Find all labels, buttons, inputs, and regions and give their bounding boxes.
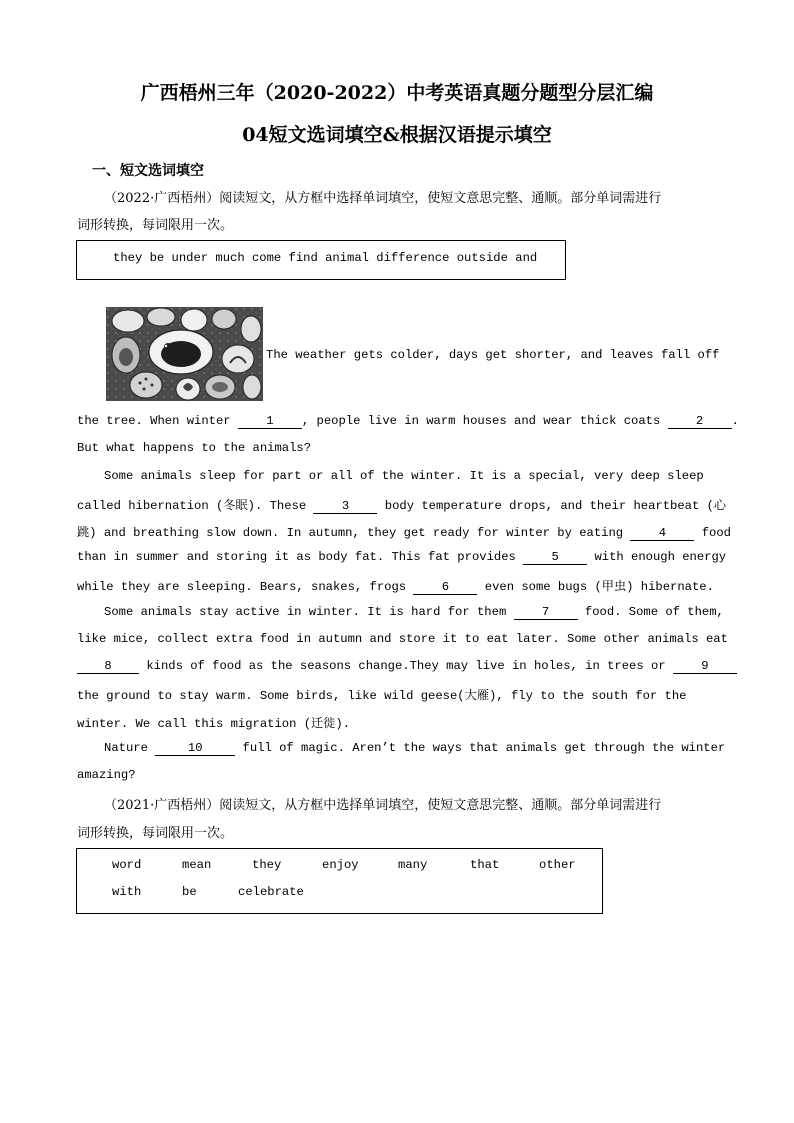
passage-line-6: 跳) and breathing slow down. In autumn, they get ready for winter by eating 4 food — [77, 526, 731, 540]
word-bank-item: word — [112, 858, 142, 872]
blank-3[interactable]: 3 — [313, 500, 377, 514]
blank-7[interactable]: 7 — [514, 606, 578, 620]
word-bank-item: celebrate — [238, 885, 304, 899]
passage-line-3: But what happens to the animals? — [77, 441, 312, 455]
passage-line-5: called hibernation (冬眠). These 3 body temperature drops, and their heartbeat (心 — [77, 499, 727, 513]
q1-instruction-line2: 词形转换，每词限用一次。 — [77, 218, 234, 233]
word-bank-item: mean — [182, 858, 212, 872]
page-title: 广西梧州三年（2020-2022）中考英语真题分题型分层汇编 — [140, 82, 654, 104]
blank-1[interactable]: 1 — [238, 415, 302, 429]
word-bank-item: they — [252, 858, 282, 872]
q1-word-bank: they be under much come find animal difference outside and — [113, 251, 538, 265]
passage-line-10: like mice, collect extra food in autumn and store it to eat later. Some other animals eat — [77, 632, 728, 646]
passage-line-15: amazing? — [77, 768, 136, 782]
passage-line-8: while they are sleeping. Bears, snakes, frogs 6 even some bugs (甲虫) hibernate. — [77, 580, 714, 594]
passage-line-9: Some animals stay active in winter. It is hard for them 7 food. Some of them, — [104, 605, 724, 619]
passage-line-7: than in summer and storing it as body fat. This fat provides 5 with enough energy — [77, 550, 727, 564]
passage-line-14: Nature 10 full of magic. Aren’t the ways that animals get through the winter — [104, 741, 726, 755]
blank-9[interactable]: 9 — [673, 660, 737, 674]
section-heading: 一、短文选词填空 — [92, 163, 204, 179]
word-bank-item: with — [112, 885, 142, 899]
blank-10[interactable]: 10 — [155, 742, 235, 756]
passage-line-2: the tree. When winter 1 , people live in warm houses and wear thick coats 2 . — [77, 414, 739, 428]
hibernating-animals-illustration-icon — [106, 307, 263, 401]
q2-instruction-line1: （2021·广西梧州）阅读短文，从方框中选择单词填空，使短文意思完整、通顺。部分单词需进行 — [104, 798, 662, 813]
blank-5[interactable]: 5 — [523, 551, 587, 565]
blank-8[interactable]: 8 — [77, 660, 139, 674]
passage-line-13: winter. We call this migration (迁徙). — [77, 717, 351, 731]
word-bank-item: that — [470, 858, 500, 872]
word-bank-item: many — [398, 858, 428, 872]
passage-line-12: the ground to stay warm. Some birds, like wild geese(大雁), fly to the south for the — [77, 689, 687, 703]
page-subtitle: 04短文选词填空&根据汉语提示填空 — [242, 124, 552, 146]
word-bank-item: enjoy — [322, 858, 359, 872]
q1-word-bank-box — [76, 240, 566, 280]
q1-instruction-line1: （2022·广西梧州）阅读短文，从方框中选择单词填空，使短文意思完整、通顺。部分单词需进行 — [104, 191, 662, 206]
q2-instruction-line2: 词形转换，每词限用一次。 — [77, 826, 234, 841]
word-bank-item: be — [182, 885, 197, 899]
passage-line-1: The weather gets colder, days get shorter, and leaves fall off — [266, 348, 720, 362]
blank-6[interactable]: 6 — [413, 581, 477, 595]
passage-line-11: 8 kinds of food as the seasons change.They may live in holes, in trees or 9 — [77, 659, 737, 674]
q2-word-bank-box — [76, 848, 603, 914]
blank-2[interactable]: 2 — [668, 415, 732, 429]
word-bank-item: other — [539, 858, 576, 872]
blank-4[interactable]: 4 — [630, 527, 694, 541]
passage-line-4: Some animals sleep for part or all of the winter. It is a special, very deep sleep — [104, 469, 704, 483]
